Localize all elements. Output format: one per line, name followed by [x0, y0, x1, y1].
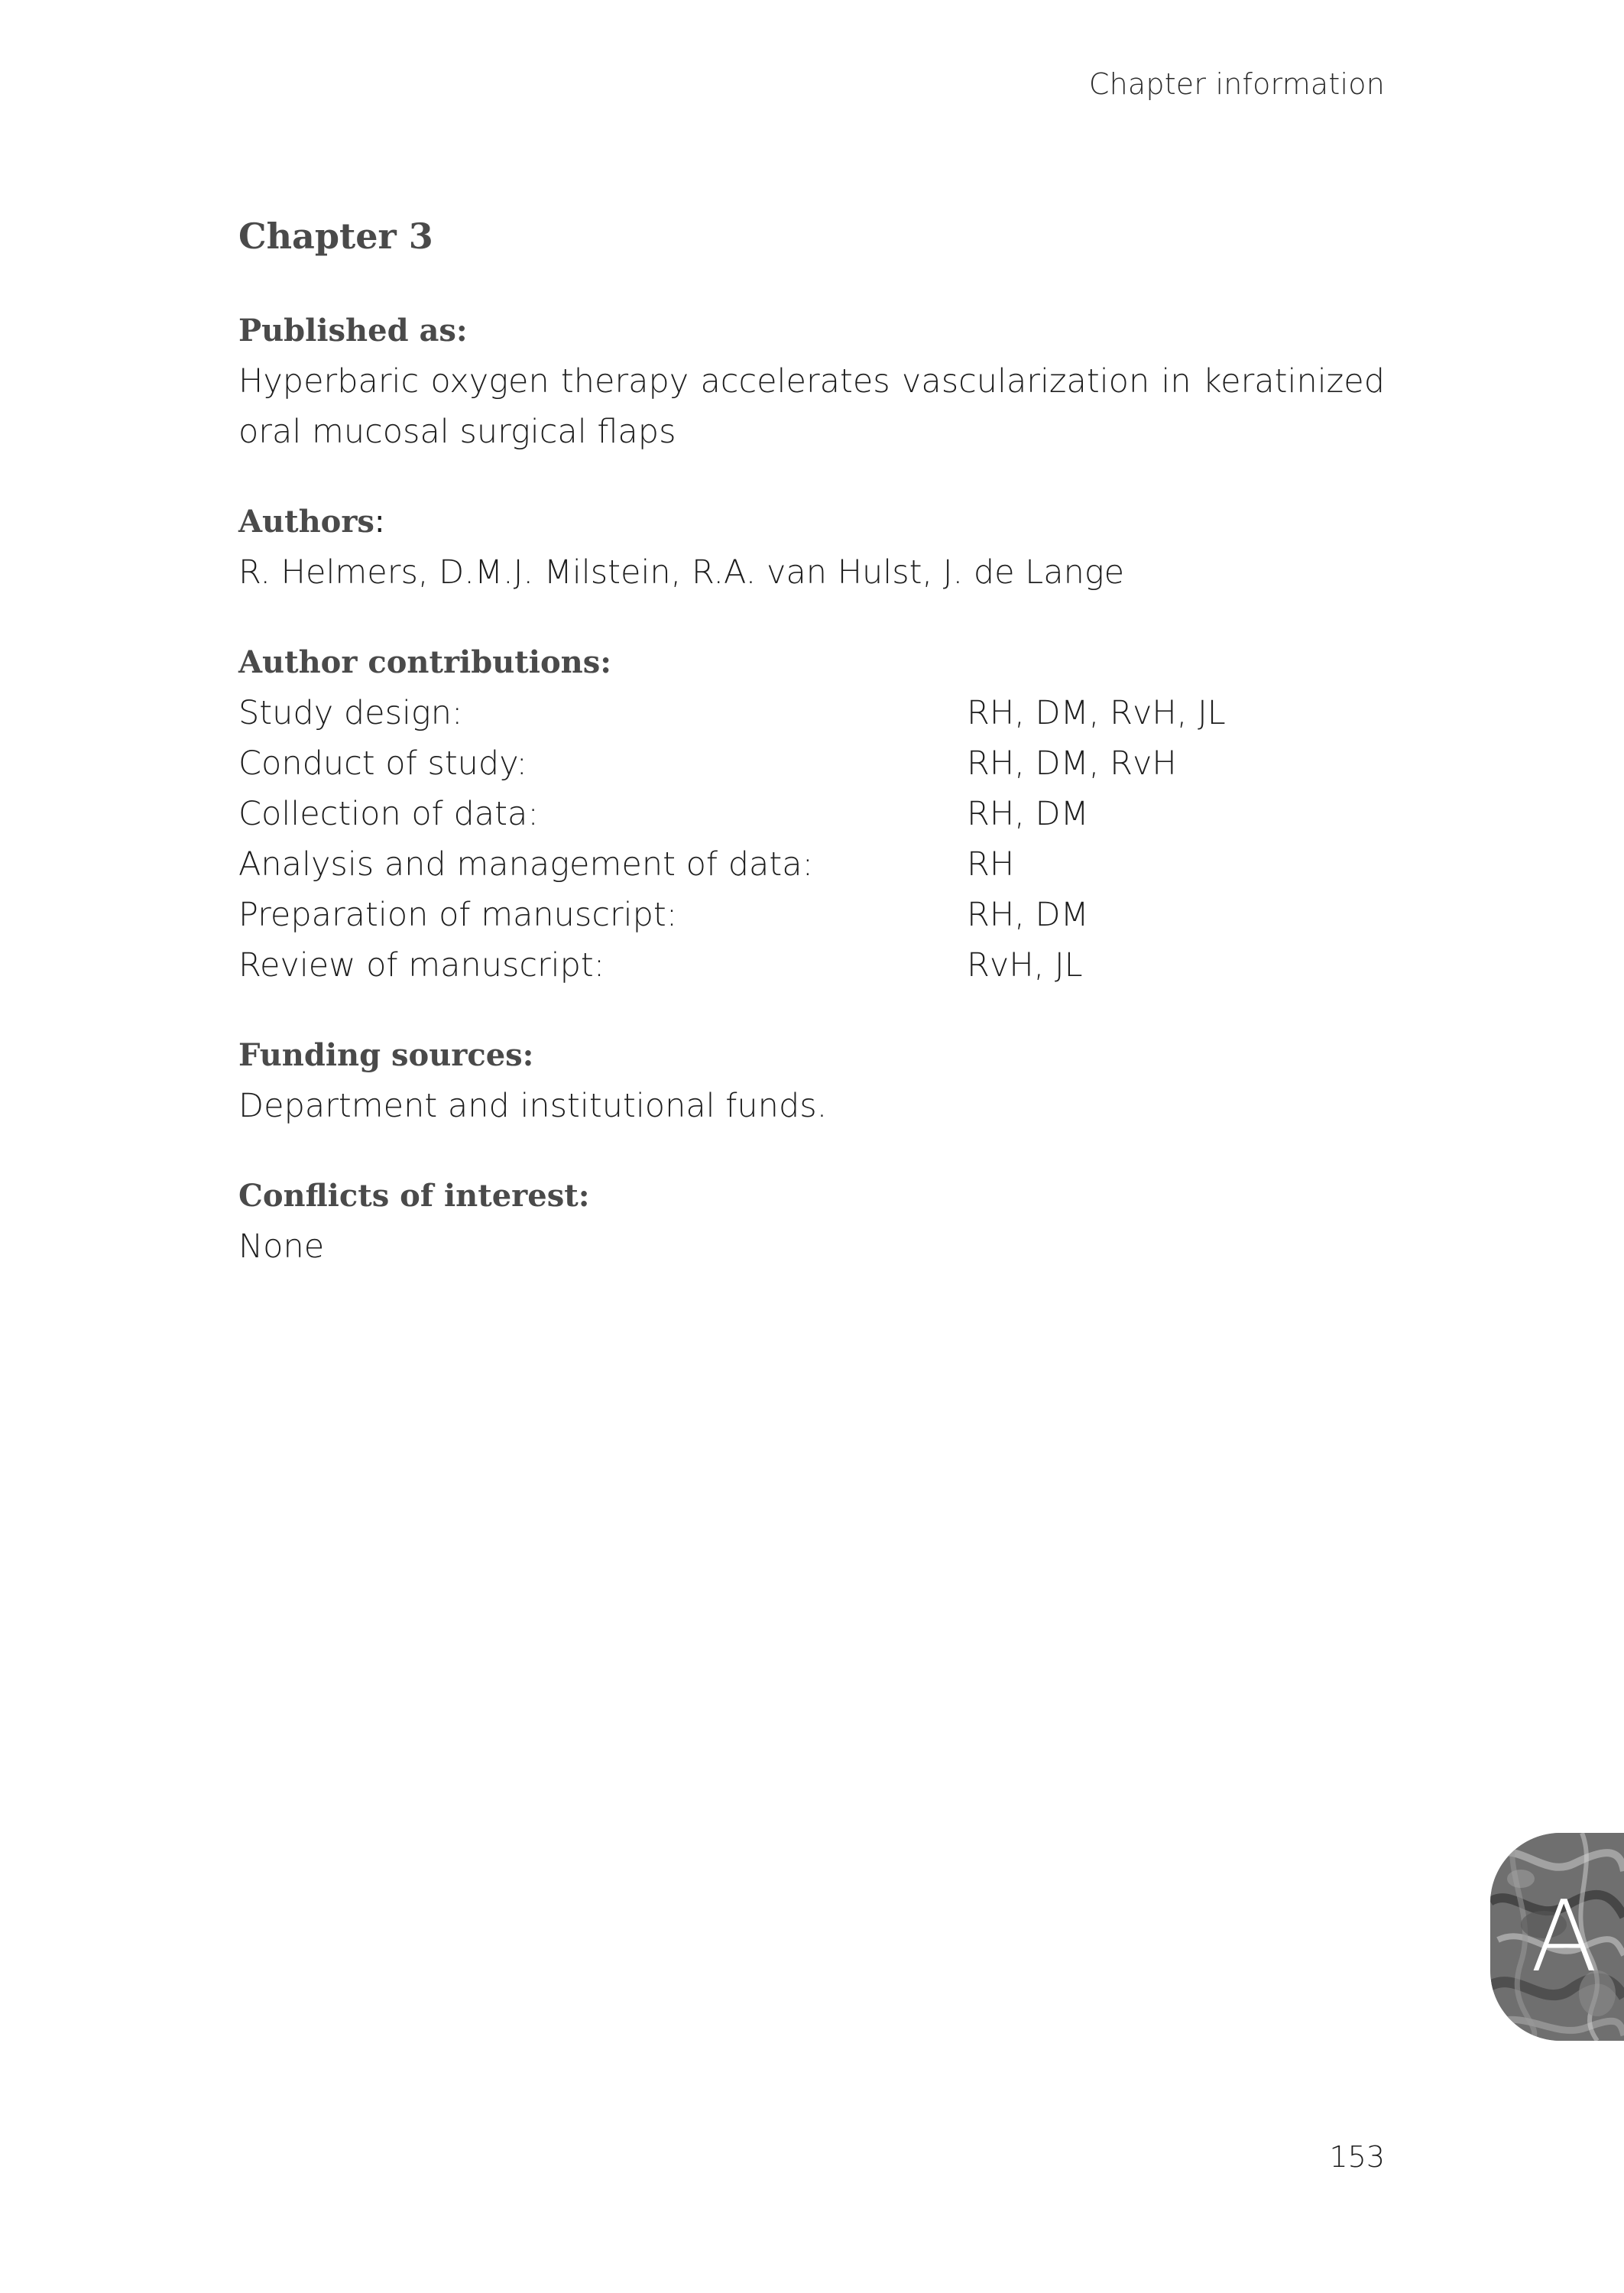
- table-row: [238, 940, 1385, 991]
- table-row: [238, 789, 1385, 839]
- table-row: [238, 839, 1385, 890]
- contribution-people: RH, DM, RvH, JL: [967, 694, 1226, 732]
- appendix-tab-letter: A: [1530, 1879, 1598, 1994]
- chapter-title: Chapter 3: [238, 216, 433, 257]
- table-row: [238, 688, 1385, 738]
- published-section: [238, 306, 1385, 457]
- contribution-people: RH, DM: [967, 896, 1089, 934]
- contribution-role: Study design:: [238, 694, 463, 732]
- contribution-role: Analysis and management of data:: [238, 845, 814, 884]
- contribution-role: Conduct of study:: [238, 744, 528, 783]
- contributions-section: [238, 637, 1385, 991]
- chapter-info-content: [238, 206, 1385, 1272]
- running-header: Chapter information: [1088, 67, 1385, 101]
- authors-heading: [238, 497, 1385, 547]
- contribution-people: RH: [967, 845, 1015, 884]
- funding-text: Department and institutional funds.: [238, 1087, 828, 1125]
- contribution-role: Preparation of manuscript:: [238, 896, 678, 934]
- funding-section: [238, 1030, 1385, 1131]
- contributions-table: [238, 688, 1385, 991]
- funding-heading: Funding sources:: [238, 1037, 534, 1073]
- published-heading: Published as:: [238, 313, 468, 349]
- authors-heading-colon: :: [374, 504, 385, 540]
- authors-heading-label: Authors: [238, 504, 374, 540]
- conflicts-text: None: [238, 1228, 325, 1266]
- contribution-role: Collection of data:: [238, 795, 539, 833]
- conflicts-section: [238, 1171, 1385, 1272]
- publication-title: Hyperbaric oxygen therapy accelerates vascularization in keratinized oral mucosal surgical flaps: [238, 362, 1385, 451]
- conflicts-heading: Conflicts of interest:: [238, 1178, 590, 1214]
- table-row: [238, 738, 1385, 789]
- contribution-people: RvH, JL: [967, 946, 1083, 984]
- contribution-people: RH, DM: [967, 795, 1089, 833]
- authors-section: [238, 497, 1385, 598]
- contributions-heading: Author contributions:: [238, 644, 611, 680]
- contribution-role: Review of manuscript:: [238, 946, 605, 984]
- table-row: [238, 890, 1385, 940]
- appendix-tab-marker: [1490, 1833, 1624, 2041]
- authors-list: R. Helmers, D.M.J. Milstein, R.A. van Hulst, J. de Lange: [238, 553, 1125, 592]
- contribution-people: RH, DM, RvH: [967, 744, 1177, 783]
- page-number: 153: [1329, 2140, 1385, 2174]
